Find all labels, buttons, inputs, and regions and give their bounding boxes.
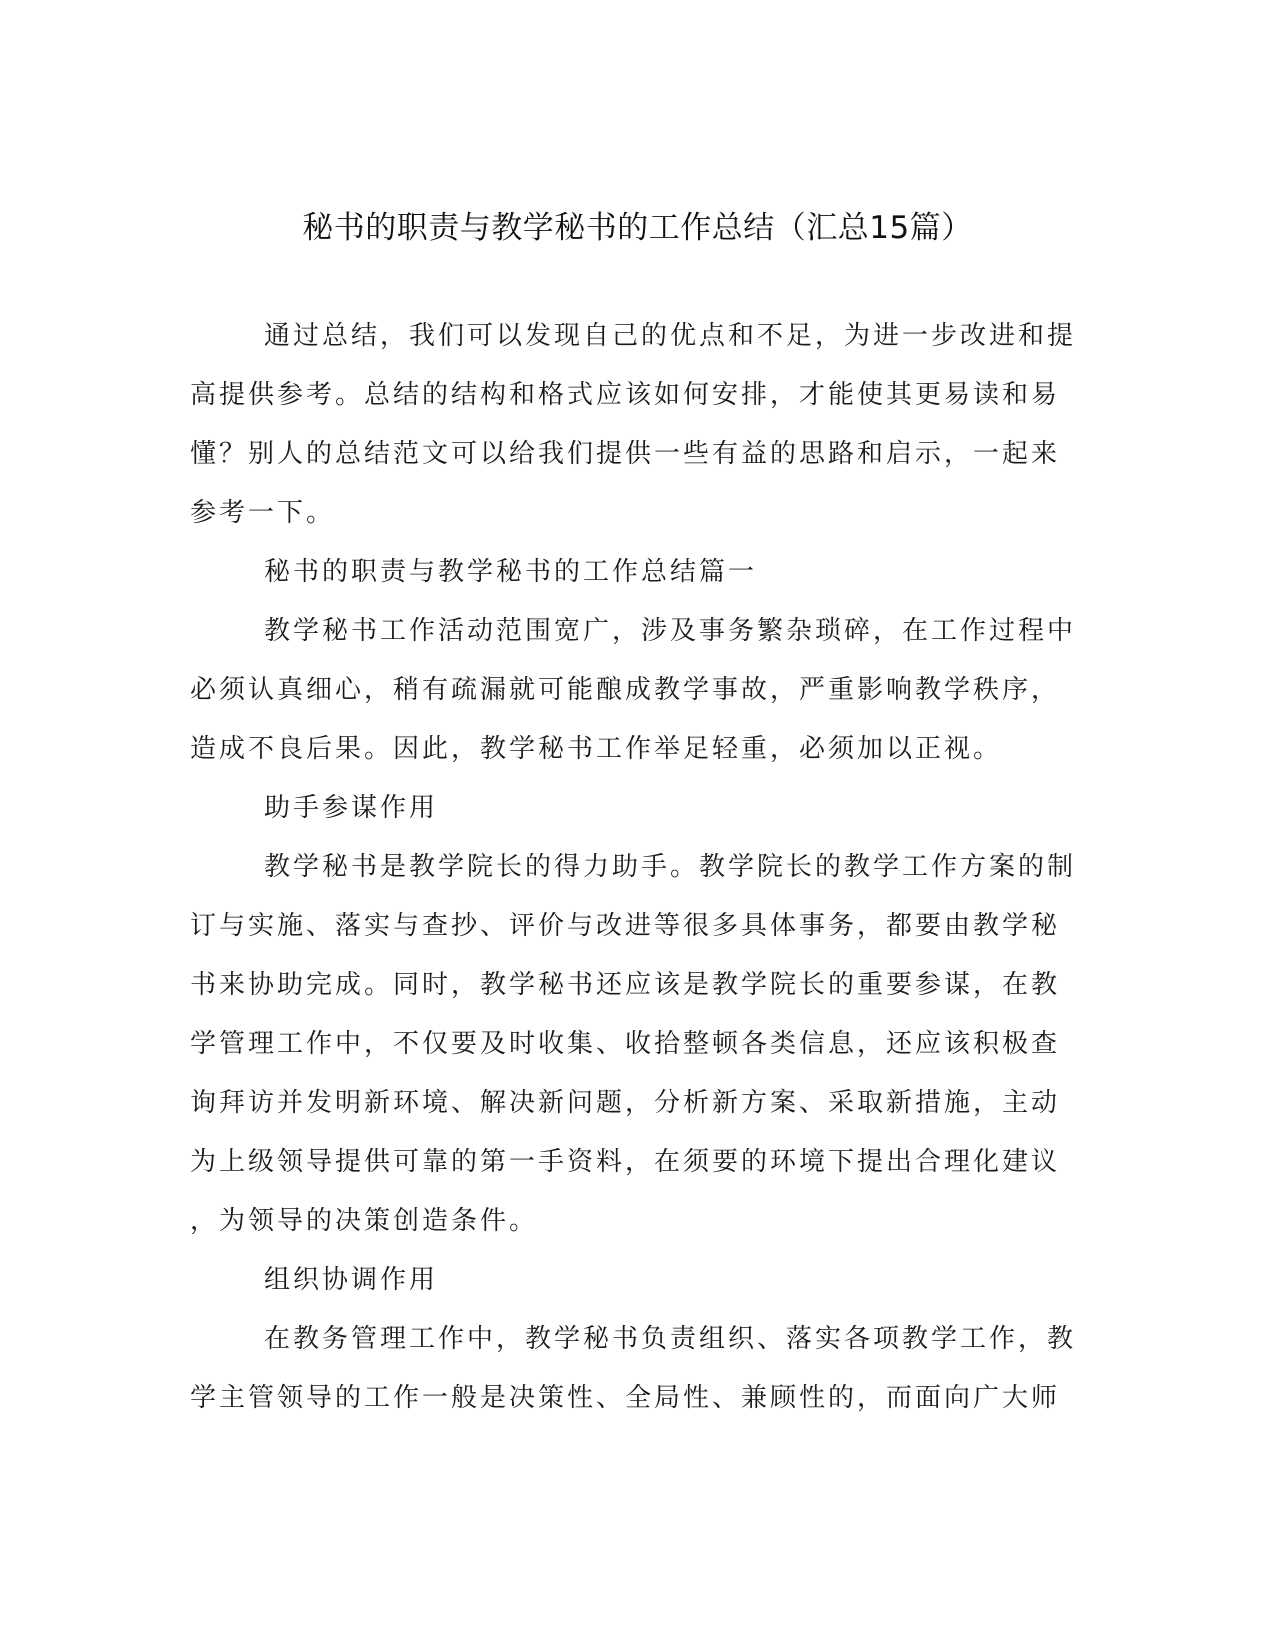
paragraph-line: 询拜访并发明新环境、解决新问题，分析新方案、采取新措施，主动	[190, 1088, 1061, 1118]
paragraph-line: 造成不良后果。因此，教学秘书工作举足轻重，必须加以正视。	[190, 734, 1003, 764]
paragraph-line: 教学秘书是教学院长的得力助手。教学院长的教学工作方案的制	[264, 852, 1077, 882]
paragraph-line: 通过总结，我们可以发现自己的优点和不足，为进一步改进和提	[264, 321, 1077, 351]
paragraph-line: 订与实施、落实与查抄、评价与改进等很多具体事务，都要由教学秘	[190, 911, 1061, 941]
subsection-heading: 助手参谋作用	[264, 793, 439, 823]
paragraph-line: 必须认真细心，稍有疏漏就可能酿成教学事故，严重影响教学秩序，	[190, 675, 1061, 705]
paragraph-line: ，为领导的决策创造条件。	[190, 1206, 539, 1236]
document-title: 秘书的职责与教学秘书的工作总结（汇总15篇）	[302, 210, 973, 246]
paragraph-line: 高提供参考。总结的结构和格式应该如何安排，才能使其更易读和易	[190, 380, 1061, 410]
paragraph-line: 为上级领导提供可靠的第一手资料，在须要的环境下提出合理化建议	[190, 1147, 1061, 1177]
paragraph-line: 在教务管理工作中，教学秘书负责组织、落实各项教学工作，教	[264, 1324, 1077, 1354]
paragraph-line: 书来协助完成。同时，教学秘书还应该是教学院长的重要参谋，在教	[190, 970, 1061, 1000]
paragraph-line: 教学秘书工作活动范围宽广，涉及事务繁杂琐碎，在工作过程中	[264, 616, 1077, 646]
paragraph-line: 懂？别人的总结范文可以给我们提供一些有益的思路和启示，一起来	[190, 439, 1061, 469]
paragraph-line: 参考一下。	[190, 498, 336, 528]
section-heading: 秘书的职责与教学秘书的工作总结篇一	[264, 557, 758, 587]
paragraph-line: 学管理工作中，不仅要及时收集、收拾整顿各类信息，还应该积极查	[190, 1029, 1061, 1059]
paragraph-line: 学主管领导的工作一般是决策性、全局性、兼顾性的，而面向广大师	[190, 1383, 1061, 1413]
subsection-heading: 组织协调作用	[264, 1265, 439, 1295]
